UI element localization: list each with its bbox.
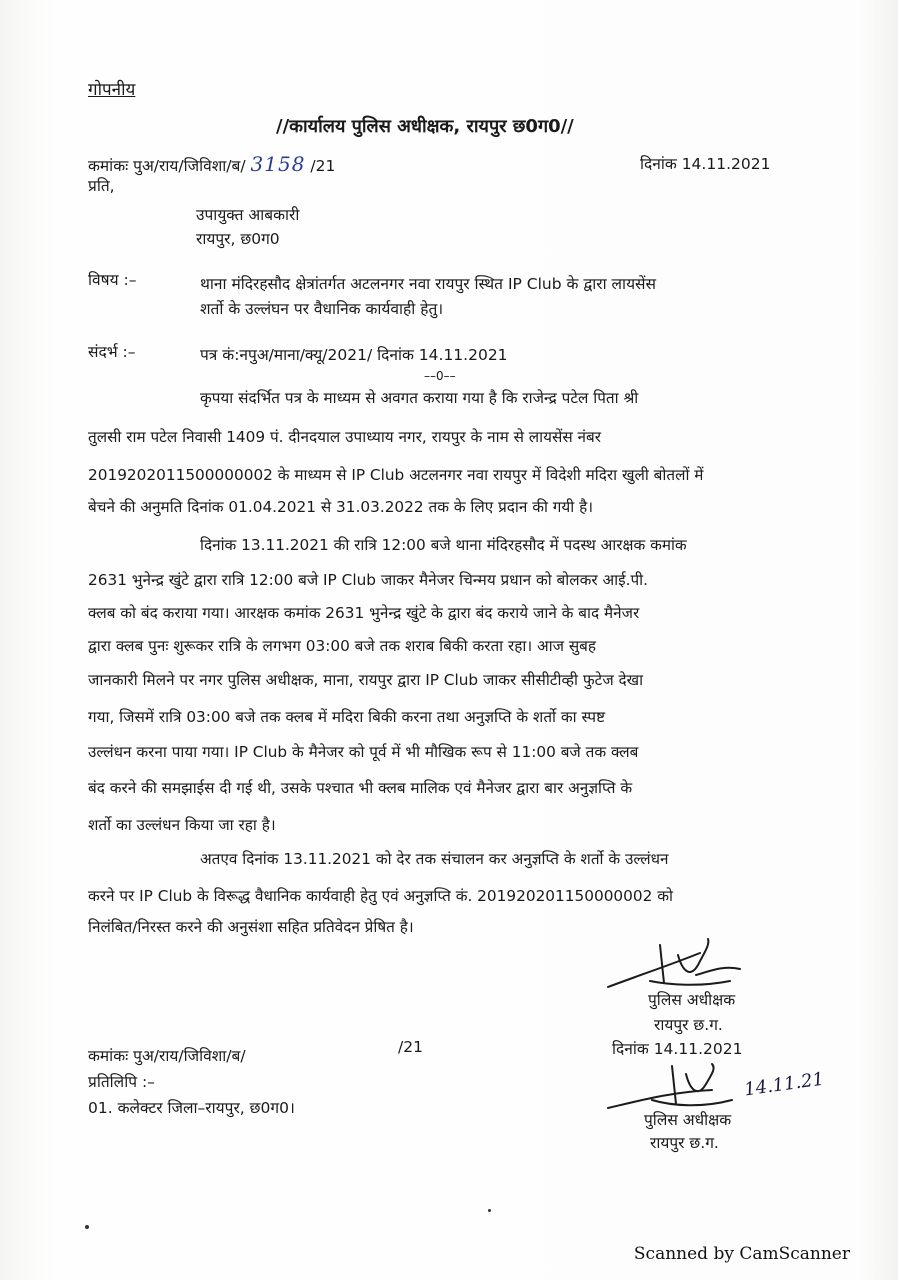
body-para3-line: निलंबित/निरस्त करने की अनुसंशा सहित प्रतिवेदन प्रेषित है। — [88, 918, 414, 936]
ref-suffix: /21 — [310, 157, 336, 175]
body-para2-line: दिनांक 13.11.2021 की रात्रि 12:00 बजे थाना मंदिरहसौद में पदस्थ आरक्षक कमांक — [200, 536, 687, 554]
scan-speck — [488, 1209, 491, 1212]
signatory-place-1: रायपुर छ.ग. — [654, 1016, 723, 1034]
to-label: प्रति, — [88, 177, 115, 195]
subject-label: विषय :– — [88, 271, 137, 289]
addressee-line-2: रायपुर, छ0ग0 — [196, 230, 280, 248]
body-para3-line: करने पर IP Club के विरूद्ध वैधानिक कार्यवाही हेतु एवं अनुज्ञप्ति कं. 201920201150000002 को — [88, 887, 673, 905]
separator: ––0–– — [424, 369, 456, 383]
addressee-line-1: उपायुक्त आबकारी — [196, 206, 300, 224]
body-para2-line: बंद करने की समझाईस दी गई थी, उसके पश्चात भी क्लब मालिक एवं मैनेजर द्वारा बार अनुज्ञप्ति के — [88, 779, 633, 797]
body-para2-line: 2631 भुनेन्द्र खुंटे द्वारा रात्रि 12:00 बजे IP Club जाकर मैनेजर चिन्मय प्रधान को बोलकर आई.पी. — [88, 571, 649, 589]
body-para1-line: तुलसी राम पटेल निवासी 1409 पं. दीनदयाल उपाध्याय नगर, रायपुर के नाम से लायसेंस नंबर — [88, 428, 602, 446]
copy-label: प्रतिलिपि :– — [88, 1073, 155, 1091]
subject-line-1: थाना मंदिरहसौद क्षेत्रांतर्गत अटलनगर नवा रायपुर स्थित IP Club के द्वारा लायसेंस — [200, 275, 657, 293]
signatory-date-1: दिनांक 14.11.2021 — [612, 1040, 743, 1058]
body-para2-line: द्वारा क्लब पुनः शुरूकर रात्रि के लगभग 03:00 बजे तक शराब बिकी करता रहा। आज सुबह — [88, 637, 597, 655]
copy-item: 01. कलेक्टर जिला–रायपुर, छ0ग0। — [88, 1099, 295, 1117]
camscanner-watermark: Scanned by CamScanner — [633, 1244, 850, 1264]
ref-handwritten-number: 3158 — [250, 152, 306, 176]
body-para1-line: 2019202011500000002 के माध्यम से IP Club अटलनगर नवा रायपुर में विदेशी मदिरा खुली बोतलों में — [88, 466, 704, 484]
body-para2-line: उल्लंधन करना पाया गया। IP Club के मैनेजर को पूर्व में भी मौखिक रूप से 11:00 बजे तक क्लब — [88, 743, 639, 761]
reference-text: पत्र कं:नपुअ/माना/क्यू/2021/ दिनांक 14.11.2021 — [200, 346, 508, 364]
ref-prefix: कमांकः पुअ/राय/जिविशा/ब/ — [88, 157, 246, 175]
body-para3-line: अतएव दिनांक 13.11.2021 को देर तक संचालन कर अनुज्ञप्ति के शर्तो के उल्लंधन — [200, 850, 669, 868]
handwritten-date: 14.11.21 — [742, 1068, 826, 1101]
subject-line-2: शर्तो के उल्लंघन पर वैधानिक कार्यवाही हेतु। — [200, 300, 444, 318]
body-para1-line: बेचने की अनुमति दिनांक 01.04.2021 से 31.03.2022 तक के लिए प्रदान की गयी है। — [88, 498, 594, 516]
body-para2-line: जानकारी मिलने पर नगर पुलिस अधीक्षक, माना, रायपुर द्वारा IP Club जाकर सीसीटीव्ही फुटेज देखा — [88, 671, 644, 689]
signatory-title-2: पुलिस अधीक्षक — [644, 1111, 732, 1129]
body-para2-line: क्लब को बंद कराया गया। आरक्षक कमांक 2631 भुनेन्द्र खुंटे के द्वारा बंद कराये जाने के बाद मैनेजर — [88, 604, 640, 622]
office-title: //कार्यालय पुलिस अधीक्षक, रायपुर छ0ग0// — [276, 116, 574, 137]
body-para1-line: कृपया संदर्भित पत्र के माध्यम से अवगत कराया गया है कि राजेन्द्र पटेल पिता श्री — [200, 389, 639, 407]
scan-speck — [85, 1225, 89, 1229]
reference-label: संदर्भ :– — [88, 343, 136, 361]
signatory-place-2: रायपुर छ.ग. — [650, 1134, 719, 1152]
reference-number — [88, 152, 335, 176]
confidential-mark: गोपनीय — [88, 80, 136, 100]
body-para2-line: शर्तो का उल्लंधन किया जा रहा है। — [88, 816, 276, 834]
copy-ref-suffix: /21 — [398, 1038, 423, 1056]
body-para2-line: गया, जिसमें रात्रि 03:00 बजे तक क्लब में मदिरा बिकी करना तथा अनुज्ञप्ति के शर्तो का स्पष्ट — [88, 708, 606, 726]
letter-date: दिनांक 14.11.2021 — [640, 155, 771, 173]
copy-ref-number: कमांकः पुअ/राय/जिविशा/ब/ — [88, 1047, 246, 1065]
signatory-title-1: पुलिस अधीक्षक — [648, 991, 736, 1009]
